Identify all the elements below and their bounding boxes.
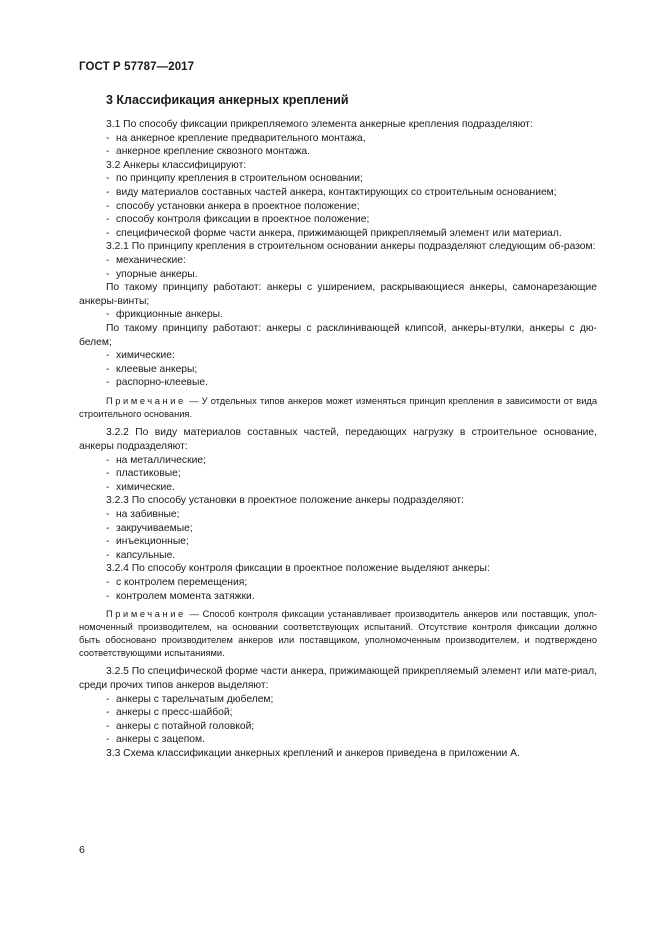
list-item	[79, 467, 597, 481]
list-dash-marker: -	[106, 132, 110, 144]
list-dash-marker: -	[106, 707, 110, 719]
paragraph: 3.2.5 По специфической форме части анкера, прижимающей прикрепляемый элемент или мате-риал, среди прочих типов анкеров выделяют:	[79, 666, 597, 691]
paragraph: 3.2.3 По способу установки в проектное положение анкеры подразделяют:	[106, 495, 464, 507]
list-item-text: виду материалов составных частей анкера, контактирующих со строительным основанием;	[116, 186, 557, 198]
list-dash-marker: -	[106, 734, 110, 746]
paragraph: 3.3 Схема классификации анкерных креплений и анкеров приведена в приложении А.	[106, 747, 520, 759]
list-item	[79, 376, 597, 390]
list-item-text: капсульные.	[116, 549, 176, 561]
paragraph: По такому принципу работают: анкеры с уширением, раскрывающиеся анкеры, самонарезающие анкеры-винты;	[79, 282, 597, 307]
note-label: Примечание	[106, 395, 186, 406]
list-item-text: инъекционные;	[116, 536, 189, 548]
list-item	[79, 363, 597, 377]
list-dash-marker: -	[106, 720, 110, 732]
list-item-text: контролем момента затяжки.	[116, 590, 255, 602]
list-item-text: химические:	[116, 350, 175, 362]
list-item-text: закручиваемые;	[116, 522, 193, 534]
list-dash-marker: -	[106, 549, 110, 561]
paragraph: 3.2.4 По способу контроля фиксации в проектное положение выделяют анкеры:	[106, 563, 490, 575]
list-item	[79, 268, 597, 282]
list-item-text: анкеры с зацепом.	[116, 734, 205, 746]
list-item-text: способу установки анкера в проектное положение;	[116, 200, 360, 212]
list-dash-marker: -	[106, 481, 110, 493]
list-item	[79, 706, 597, 720]
list-dash-marker: -	[106, 536, 110, 548]
list-item	[79, 535, 597, 549]
list-dash-marker: -	[106, 377, 110, 389]
list-dash-marker: -	[106, 363, 110, 375]
list-dash-marker: -	[106, 454, 110, 466]
list-item	[79, 549, 597, 563]
list-item	[79, 576, 597, 590]
list-item	[79, 733, 597, 747]
list-item	[79, 254, 597, 268]
list-item	[79, 132, 597, 146]
paragraph: 3.2 Анкеры классифицируют:	[106, 159, 247, 171]
list-item	[79, 227, 597, 241]
list-dash-marker: -	[106, 173, 110, 185]
list-dash-marker: -	[106, 309, 110, 321]
list-item	[79, 213, 597, 227]
list-item	[79, 522, 597, 536]
list-item	[79, 349, 597, 363]
list-dash-marker: -	[106, 146, 110, 158]
section-blocks	[79, 118, 597, 761]
list-item-text: анкеры с тарельчатым дюбелем;	[116, 693, 274, 705]
list-item-text: на забивные;	[116, 509, 180, 521]
document-code-header: ГОСТ Р 57787—2017	[79, 61, 195, 73]
list-item	[79, 508, 597, 522]
list-item-text: клеевые анкеры;	[116, 363, 198, 375]
list-dash-marker: -	[106, 350, 110, 362]
list-dash-marker: -	[106, 693, 110, 705]
list-dash-marker: -	[106, 227, 110, 239]
list-dash-marker: -	[106, 200, 110, 212]
note	[79, 608, 597, 659]
list-item-text: пластиковые;	[116, 468, 181, 480]
document-body	[79, 92, 597, 761]
list-item	[79, 720, 597, 734]
list-item-text: химические.	[116, 481, 175, 493]
list-item-text: по принципу крепления в строительном основании;	[116, 173, 363, 185]
list-item	[79, 308, 597, 322]
list-dash-marker: -	[106, 254, 110, 266]
list-item-text: упорные анкеры.	[116, 268, 198, 280]
list-item	[79, 454, 597, 468]
list-item	[79, 200, 597, 214]
list-item-text: фрикционные анкеры.	[116, 309, 223, 321]
page-number: 6	[79, 844, 85, 856]
note-label: Примечание	[106, 609, 186, 620]
list-item	[79, 172, 597, 186]
note-text: — Способ контроля фиксации устанавливает производитель анкеров или поставщик, упол-номоченный производителем, на основании соответствующих испытаний. Отсутствие контроля фиксации должно быть обосновано производителем анкеров или поставщиком, уполномоченным производителем, и подтверждено соответствующими испытаниями.	[79, 609, 597, 658]
list-dash-marker: -	[106, 509, 110, 521]
list-item-text: с контролем перемещения;	[116, 577, 248, 588]
list-item-text: распорно-клеевые.	[116, 377, 209, 389]
list-item	[79, 186, 597, 200]
paragraph: По такому принципу работают: анкеры с расклинивающей клипсой, анкеры-втулки, анкеры с дю-белем;	[79, 322, 597, 348]
paragraph: 3.1 По способу фиксации прикрепляемого элемента анкерные крепления подразделяют:	[106, 119, 533, 130]
list-item-text: анкеры с пресс-шайбой;	[116, 707, 233, 719]
list-item	[79, 481, 597, 495]
list-dash-marker: -	[106, 522, 110, 534]
list-item	[79, 145, 597, 159]
list-dash-marker: -	[106, 186, 110, 198]
list-item-text: механические:	[116, 254, 186, 266]
list-item-text: специфической форме части анкера, прижимающей прикрепляемый элемент или материал.	[116, 227, 562, 239]
list-item-text: на анкерное крепление предварительного монтажа,	[116, 132, 366, 144]
list-dash-marker: -	[106, 577, 110, 588]
list-item-text: на металлические;	[116, 454, 206, 466]
paragraph: 3.2.2 По виду материалов составных частей, передающих нагрузку в строительное основание, анкеры подразделяют:	[79, 427, 597, 453]
note	[79, 395, 597, 421]
list-dash-marker: -	[106, 268, 110, 280]
section-heading: 3 Классификация анкерных креплений	[106, 93, 349, 107]
list-dash-marker: -	[106, 468, 110, 480]
list-dash-marker: -	[106, 590, 110, 602]
paragraph: 3.2.1 По принципу крепления в строительном основании анкеры подразделяют следующим об-разом:	[106, 241, 596, 253]
list-item-text: анкерное крепление сквозного монтажа.	[116, 146, 310, 158]
list-item-text: анкеры с потайной головкой;	[116, 720, 255, 732]
note-text: — У отдельных типов анкеров может изменяться принцип крепления в зависимости от вида строительного основания.	[79, 395, 597, 419]
list-item	[79, 590, 597, 604]
list-item-text: способу контроля фиксации в проектное положение;	[116, 214, 370, 226]
list-item	[79, 693, 597, 707]
list-dash-marker: -	[106, 214, 110, 226]
